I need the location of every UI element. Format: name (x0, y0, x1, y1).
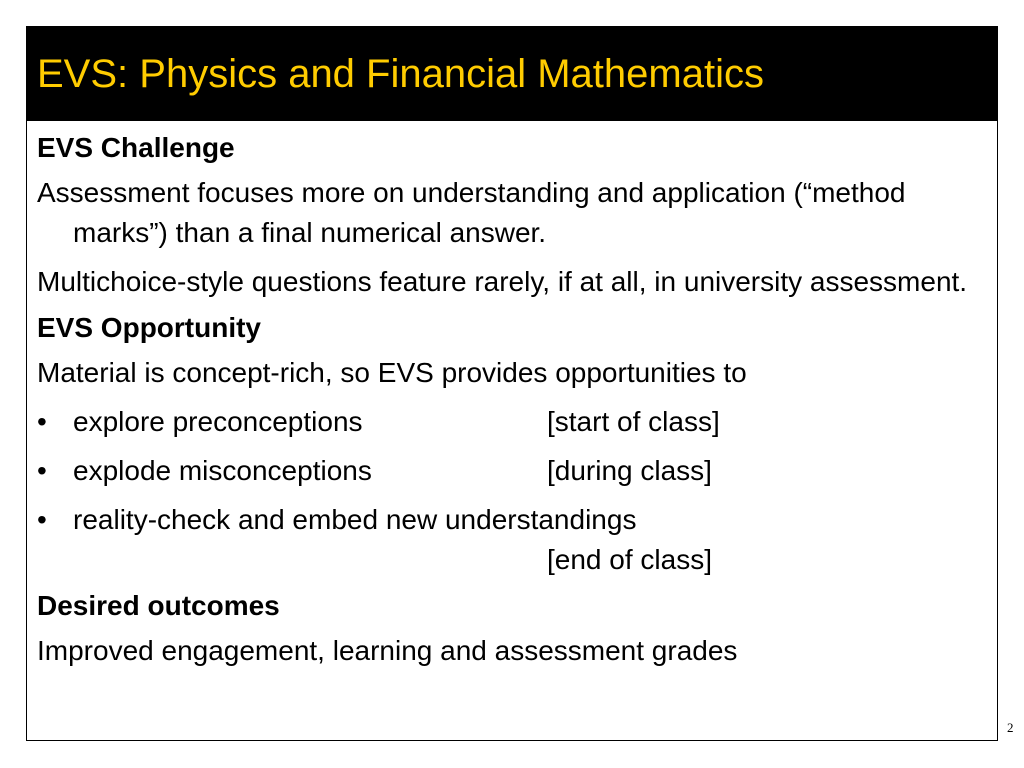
bullet-icon: • (37, 504, 47, 535)
outcomes-heading: Desired outcomes (37, 590, 280, 621)
challenge-paragraph-2: Multichoice-style questions feature rarely, if at all, in university assessment. (37, 266, 968, 297)
bullet-note: [start of class] (547, 406, 720, 437)
opportunity-heading: EVS Opportunity (37, 312, 261, 343)
outcomes-text: Improved engagement, learning and assessment grades (37, 635, 738, 666)
slide (26, 26, 998, 741)
challenge-paragraph-1: Assessment focuses more on understanding and application (“method marks”) than a final numerical answer. (37, 177, 906, 248)
page-number: 2 (1007, 720, 1014, 735)
title-bar (27, 27, 997, 121)
bullet-item (37, 500, 987, 580)
bullet-icon: • (37, 455, 47, 486)
bullet-text: reality-check and embed new understandings (73, 504, 637, 535)
bullet-text: explore preconceptions (73, 406, 363, 437)
bullet-note: [during class] (547, 455, 712, 486)
challenge-heading: EVS Challenge (37, 132, 235, 163)
bullet-item (37, 451, 987, 491)
bullet-item (37, 402, 987, 442)
bullet-note: [end of class] (547, 544, 712, 575)
opportunity-intro: Material is concept-rich, so EVS provides opportunities to (37, 357, 747, 388)
slide-body (37, 131, 987, 680)
bullet-text: explode misconceptions (73, 455, 372, 486)
slide-title: EVS: Physics and Financial Mathematics (37, 52, 764, 96)
bullet-icon: • (37, 406, 47, 437)
